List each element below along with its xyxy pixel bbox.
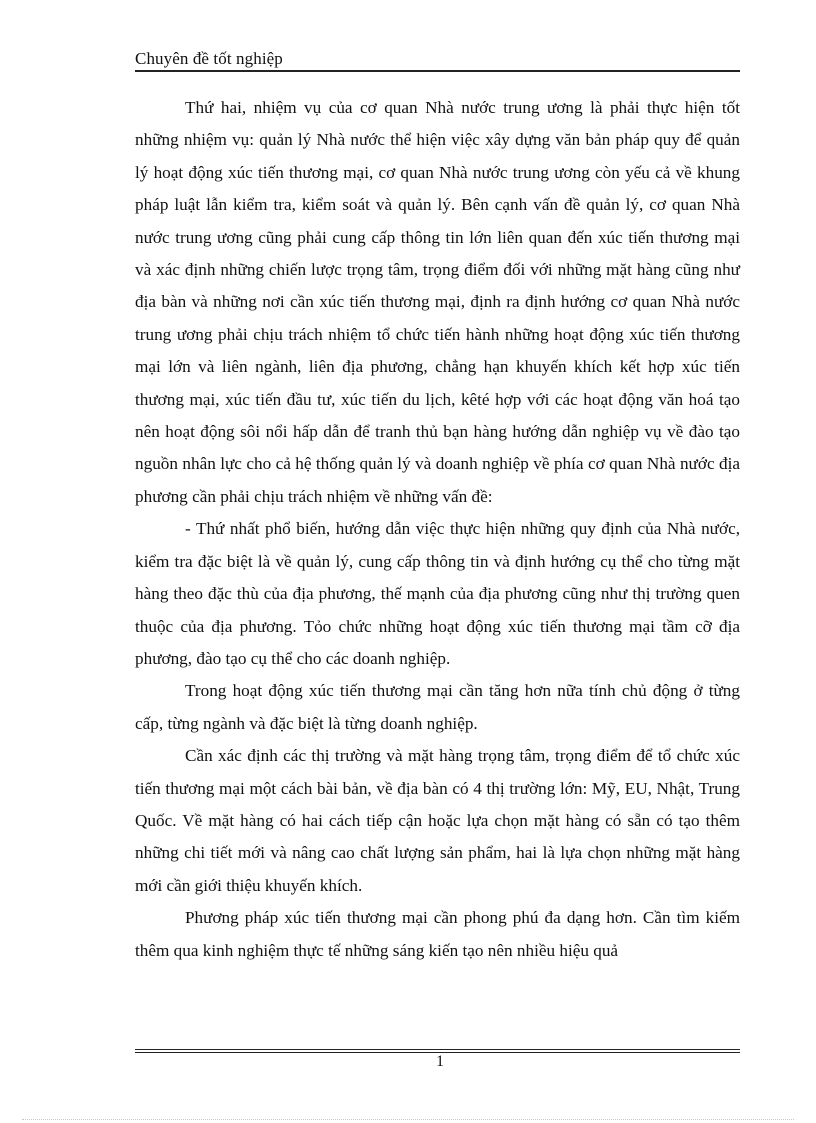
header-rule: [135, 70, 740, 72]
paragraph-4: Cần xác định các thị trường và mặt hàng trọng tâm, trọng điểm để tổ chức xúc tiến thương mại một cách bài bản, về địa bàn có 4 thị trường lớn: Mỹ, EU, Nhật, Trung Quốc. Về mặt hàng có hai cách tiếp cận hoặc lựa chọn mặt hàng có sẵn có tạo thêm những chi tiết mới và nâng cao chất lượng sản phẩm, hai là lựa chọn những mặt hàng mới cần giới thiệu khuyến khích.: [135, 746, 740, 895]
page-number: 1: [436, 1053, 444, 1070]
page-edge-divider: [22, 1119, 794, 1120]
paragraph-3: Trong hoạt động xúc tiến thương mại cần tăng hơn nữa tính chủ động ở từng cấp, từng ngành và đặc biệt là từng doanh nghiệp.: [135, 681, 740, 733]
footer-rule-top: [135, 1049, 740, 1050]
body-text: [135, 92, 740, 967]
paragraph-5: Phương pháp xúc tiến thương mại cần phong phú đa dạng hơn. Cần tìm kiếm thêm qua kinh nghiệm thực tế những sáng kiến tạo nên nhiều hiệu quả: [135, 908, 740, 960]
paragraph-2: - Thứ nhất phổ biến, hướng dẫn việc thực hiện những quy định của Nhà nước, kiểm tra đặc biệt là về quản lý, cung cấp thông tin và định hướng cụ thể cho từng mặt hàng theo đặc thù của địa phương, thế mạnh của địa phương cũng như thị trường quen thuộc của địa phương. Tỏo chức những hoạt động xúc tiến thương mại tầm cỡ địa phương, đào tạo cụ thể cho các doanh nghiệp.: [135, 519, 740, 668]
header-title: Chuyên đề tốt nghiệp: [135, 49, 283, 68]
paragraph-1: Thứ hai, nhiệm vụ của cơ quan Nhà nước trung ương là phải thực hiện tốt những nhiệm vụ: quản lý Nhà nước thể hiện việc xây dựng văn bản pháp quy để quản lý hoạt động xúc tiến thương mại, cơ quan Nhà nước trung ương còn yếu cả về khung pháp luật lẫn kiểm tra, kiểm soát và quản lý. Bên cạnh vấn đề quản lý, cơ quan Nhà nước trung ương cũng phải cung cấp thông tin lớn liên quan đến xúc tiến thương mại và xác định những chiến lược trọng tâm, trọng điểm đối với những mặt hàng cũng như địa bàn và những nơi cần xúc tiến thương mại, định ra định hướng cơ quan Nhà nước trung ương phải chịu trách nhiệm tổ chức tiến hành những hoạt động xúc tiến thương mại lớn và liên ngành, liên địa phương, chẳng hạn khuyến khích kết hợp xúc tiến thương mại, xúc tiến đầu tư, xúc tiến du lịch, kêté hợp với các hoạt động văn hoá tạo nên hoạt động sôi nổi hấp dẫn để tranh thủ bạn hàng hướng dẫn nghiệp vụ về đào tạo nguồn nhân lực cho cả hệ thống quản lý và doanh nghiệp về phía cơ quan Nhà nước địa phương cần phải chịu trách nhiệm về những vấn đề:: [135, 98, 740, 506]
